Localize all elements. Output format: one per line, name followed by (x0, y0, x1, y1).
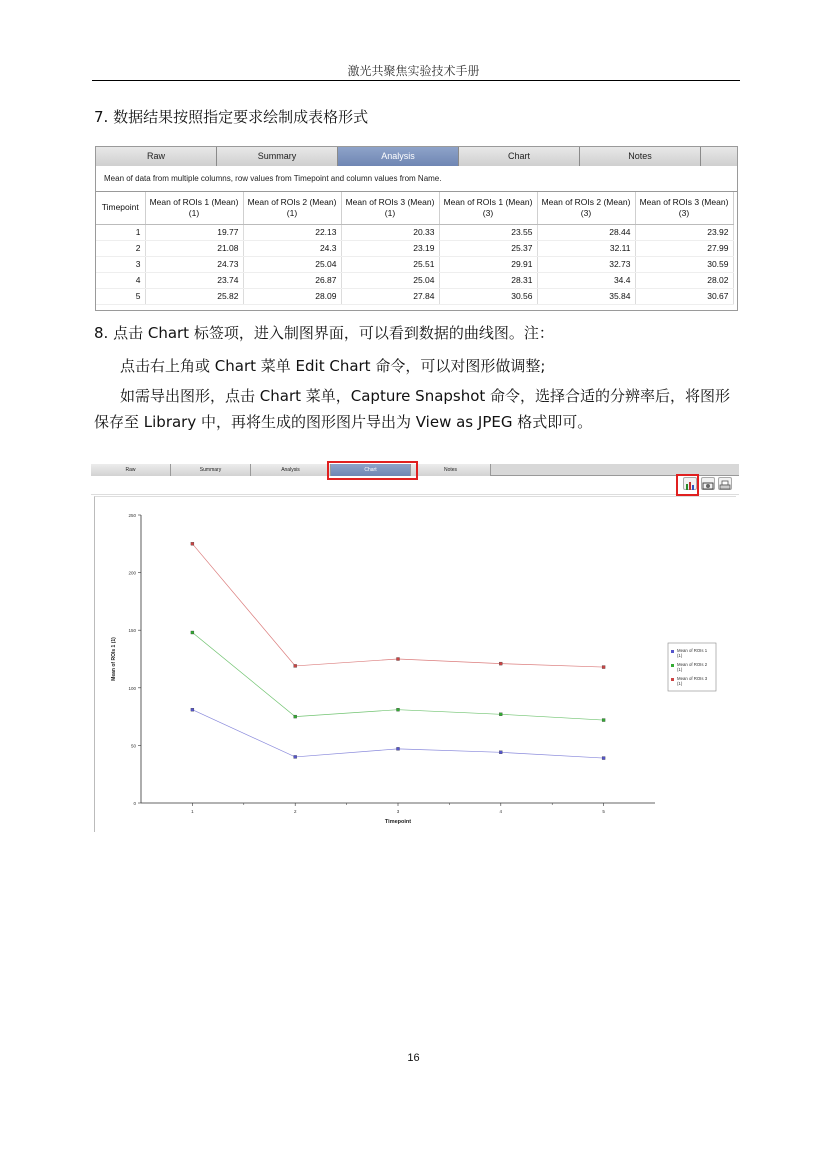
column-header: Mean of ROIs 1 (Mean) (1) (145, 192, 243, 224)
series-1-point (294, 755, 297, 758)
table-cell: 23.92 (635, 224, 733, 240)
series-2-point (397, 708, 400, 711)
series-1-point (397, 747, 400, 750)
series-3-point (294, 664, 297, 667)
table-row (96, 256, 733, 272)
series-2-point (191, 631, 194, 634)
table-cell: 5 (96, 288, 145, 304)
table-cell: 1 (96, 224, 145, 240)
legend-marker-2 (671, 664, 674, 667)
table-cell: 23.19 (341, 240, 439, 256)
table-cell: 23.74 (145, 272, 243, 288)
column-header: Mean of ROIs 3 (Mean) (1) (341, 192, 439, 224)
column-header: Mean of ROIs 2 (Mean) (1) (243, 192, 341, 224)
table-cell: 30.56 (439, 288, 537, 304)
x-axis-label: Timepoint (384, 819, 412, 825)
series-1-point (602, 757, 605, 760)
column-header: Mean of ROIs 3 (Mean) (3) (635, 192, 733, 224)
tab-raw[interactable]: Raw (96, 147, 217, 166)
table-cell: 25.82 (145, 288, 243, 304)
table-cell: 27.84 (341, 288, 439, 304)
chart-tab-notes[interactable]: Notes (411, 464, 491, 476)
series-line-3 (192, 544, 603, 667)
table-cell: 28.02 (635, 272, 733, 288)
x-tick-label: 5 (602, 809, 605, 814)
table-cell: 34.4 (537, 272, 635, 288)
table-cell: 22.13 (243, 224, 341, 240)
y-tick-label: 100 (128, 685, 136, 691)
tab-chart[interactable]: Chart (459, 147, 580, 166)
series-1-point (499, 751, 502, 754)
chart-area (94, 496, 736, 832)
page-number: 16 (407, 1052, 420, 1064)
column-header: Mean of ROIs 2 (Mean) (3) (537, 192, 635, 224)
step-8-heading: 8. 点击 Chart 标签项，进入制图界面，可以看到数据的曲线图。注： (94, 324, 554, 342)
analysis-table-screenshot (95, 146, 738, 311)
table-cell: 25.04 (341, 272, 439, 288)
series-3-point (191, 542, 194, 545)
x-tick-label: 2 (293, 809, 297, 814)
snapshot-icon[interactable] (701, 477, 715, 490)
step-7-heading: 7. 数据结果按照指定要求绘制成表格形式 (94, 108, 369, 126)
table-cell: 32.73 (537, 256, 635, 272)
table-cell: 25.51 (341, 256, 439, 272)
table-cell: 2 (96, 240, 145, 256)
chart-tab-summary[interactable]: Summary (171, 464, 251, 476)
note-paragraph-2: 如需导出图形，点击 Chart 菜单，Capture Snapshot 命令，选择合适的分辨率后，将图形保存至 Library 中，再将生成的图形图片导出为 View as JPEG 格式即可。 (94, 387, 731, 431)
table-cell: 26.87 (243, 272, 341, 288)
x-tick-label: 3 (396, 809, 400, 814)
tab-summary[interactable]: Summary (217, 147, 338, 166)
series-2-point (499, 713, 502, 716)
legend-label-3: Mean of ROIs 3 (1) (677, 676, 708, 686)
chart-tab-analysis[interactable]: Analysis (251, 464, 331, 476)
table-cell: 19.77 (145, 224, 243, 240)
series-line-2 (192, 633, 603, 721)
table-cell: 21.08 (145, 240, 243, 256)
header-rule (92, 80, 740, 81)
note-paragraph-1: 点击右上角或 Chart 菜单 Edit Chart 命令，可以对图形做调整; (120, 357, 546, 375)
column-header: Mean of ROIs 1 (Mean) (3) (439, 192, 537, 224)
table-cell: 3 (96, 256, 145, 272)
table-cell: 25.04 (243, 256, 341, 272)
chart-tab-chart[interactable]: Chart (331, 464, 411, 476)
series-3-point (397, 658, 400, 661)
table-cell: 28.09 (243, 288, 341, 304)
y-tick-label: 250 (128, 513, 136, 518)
table-cell: 35.84 (537, 288, 635, 304)
table-cell: 32.11 (537, 240, 635, 256)
series-3-point (602, 666, 605, 669)
table-description: Mean of data from multiple columns, row values from Timepoint and column values from Name. (96, 166, 737, 192)
legend-marker-1 (671, 650, 674, 653)
y-tick-label: 50 (130, 743, 136, 749)
tab-bar-filler (701, 147, 737, 166)
table-cell: 4 (96, 272, 145, 288)
y-tick-label: 200 (128, 570, 136, 576)
table-cell: 25.37 (439, 240, 537, 256)
legend-marker-3 (671, 678, 674, 681)
table-cell: 30.59 (635, 256, 733, 272)
series-2-point (294, 715, 297, 718)
x-tick-label: 4 (499, 809, 503, 814)
x-tick-label: 1 (191, 809, 194, 814)
table-cell: 24.73 (145, 256, 243, 272)
chart-tab-raw[interactable]: Raw (91, 464, 171, 476)
chart-tab-bar-filler (491, 464, 739, 475)
column-header: Timepoint (96, 192, 145, 224)
table-row (96, 240, 733, 256)
table-row (96, 272, 733, 288)
series-2-point (602, 719, 605, 722)
legend-label-2: Mean of ROIs 2 (1) (677, 662, 708, 672)
analysis-table (96, 192, 734, 305)
table-cell: 28.31 (439, 272, 537, 288)
series-3-point (499, 662, 502, 665)
y-axis-label: Mean of ROIs 1 (1) (111, 637, 117, 681)
table-row (96, 224, 733, 240)
table-cell: 27.99 (635, 240, 733, 256)
table-cell: 28.44 (537, 224, 635, 240)
y-tick-label: 150 (128, 628, 136, 634)
table-cell: 29.91 (439, 256, 537, 272)
series-1-point (191, 708, 194, 711)
edit-icon-highlight (676, 474, 699, 496)
table-cell: 24.3 (243, 240, 341, 256)
chart-screenshot (91, 460, 739, 832)
line-chart (95, 497, 737, 832)
chart-tab-highlight (327, 461, 418, 480)
tab-bar (96, 147, 737, 166)
page-header-title: 激光共聚焦实验技术手册 (347, 64, 480, 78)
y-tick-label: 0 (133, 801, 136, 806)
table-row (96, 288, 733, 304)
print-icon[interactable] (718, 477, 732, 490)
table-cell: 20.33 (341, 224, 439, 240)
legend-label-1: Mean of ROIs 1 (1) (677, 648, 708, 658)
tab-analysis[interactable]: Analysis (338, 147, 459, 166)
table-cell: 30.67 (635, 288, 733, 304)
table-cell: 23.55 (439, 224, 537, 240)
tab-notes[interactable]: Notes (580, 147, 701, 166)
